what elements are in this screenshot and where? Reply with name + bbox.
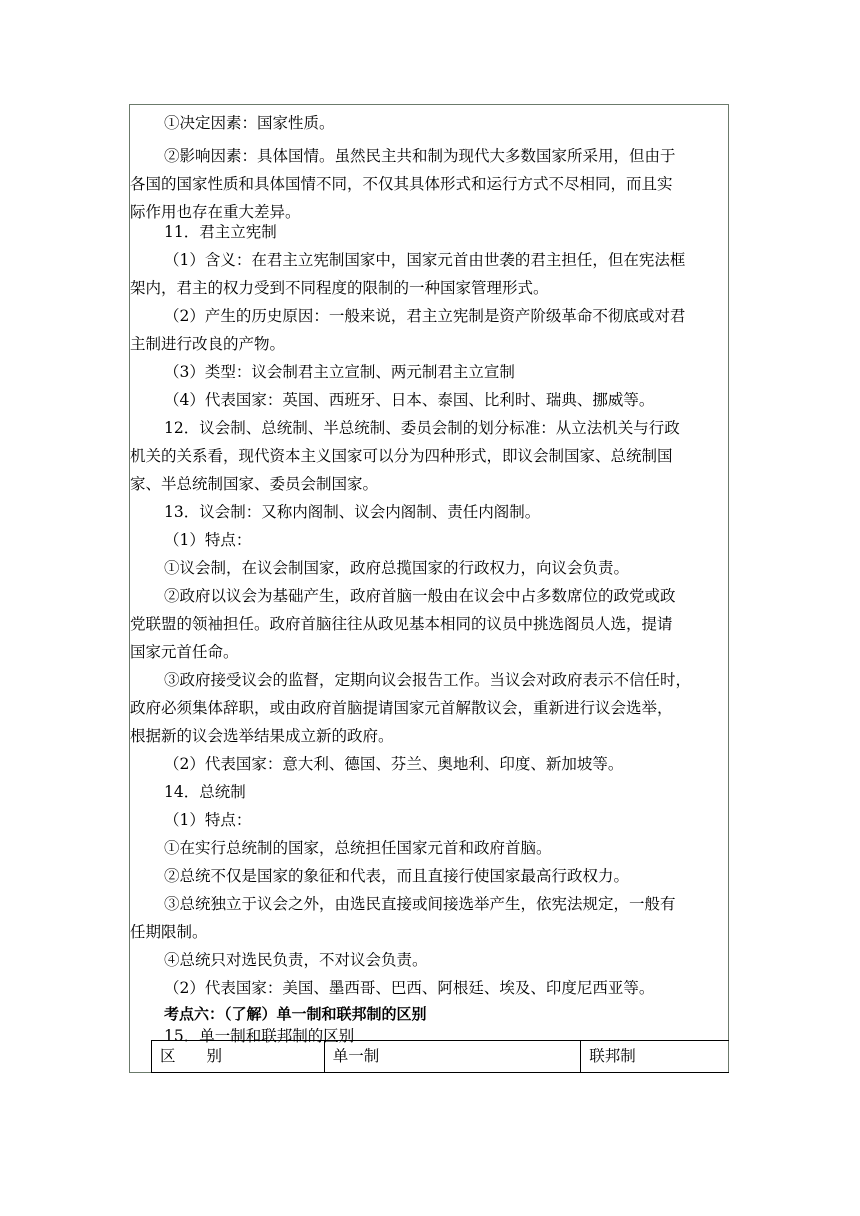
text-line: （3）类型：议会制君主立宣制、两元制君主立宣制 [164,363,515,381]
text-line: ③总统独立于议会之外，由选民直接或间接选举产生，依宪法规定，一般有 [164,895,676,913]
text-line: （1）特点： [164,531,252,549]
text-line: 架内，君主的权力受到不同程度的限制的一种国家管理形式。 [130,279,549,297]
text-line: （1）含义：在君主立宪制国家中，国家元首由世袭的君主担任，但在宪法框 [164,251,686,269]
text-line: 任期限制。 [130,923,208,941]
text-line: ①在实行总统制的国家，总统担任国家元首和政府首脑。 [164,839,552,857]
text-line: （2）产生的历史原因：一般来说，君主立宪制是资产阶级革命不彻底或对君 [164,307,686,325]
text-line: 机关的关系看，现代资本主义国家可以分为四种形式，即议会制国家、总统制国 [130,447,673,465]
text-line: ②影响因素：具体国情。虽然民主共和制为现代大多数国家所采用，但由于 [164,147,676,165]
table-header-cell: 区 别 [152,1041,325,1072]
section-heading: 12．议会制、总统制、半总统制、委员会制的划分标准：从立法机关与行政 [164,419,680,437]
text-line: （2）代表国家：意大利、德国、芬兰、奥地利、印度、新加坡等。 [164,755,624,773]
text-line: 际作用也存在重大差异。 [130,203,301,221]
text-line: ④总统只对选民负责，不对议会负责。 [164,951,428,969]
text-line: 国家元首任命。 [130,643,239,661]
comparison-table-header [151,1040,729,1073]
text-line: ②政府以议会为基础产生，政府首脑一般由在议会中占多数席位的政党或政 [164,587,676,605]
topic-heading: 考点六：（了解）单一制和联邦制的区别 [164,1005,427,1023]
text-line: 家、半总统制国家、委员会制国家。 [130,475,379,493]
table-header-cell: 联邦制 [589,1047,636,1065]
text-line: （2）代表国家：美国、墨西哥、巴西、阿根廷、埃及、印度尼西亚等。 [164,979,655,997]
text-line: 各国的国家性质和具体国情不同，不仅其具体形式和运行方式不尽相同，而且实 [130,175,673,193]
section-heading: 14．总统制 [164,783,246,801]
text-line: 主制进行改良的产物。 [130,335,286,353]
section-heading: 13．议会制：又称内阁制、议会内阁制、责任内阁制。 [164,503,541,521]
text-line: 政府必须集体辞职，或由政府首脑提请国家元首解散议会，重新进行议会选举， [130,699,673,717]
document-frame [129,104,729,1073]
text-line: ①议会制，在议会制国家，政府总揽国家的行政权力，向议会负责。 [164,559,630,577]
text-line: 党联盟的领袖担任。政府首脑往往从政见基本相同的议员中挑选阁员人选，提请 [130,615,673,633]
text-line: ②总统不仅是国家的象征和代表，而且直接行使国家最高行政权力。 [164,867,630,885]
text-line: 根据新的议会选举结果成立新的政府。 [130,727,394,745]
section-heading: 15．单一制和联邦制的区别 [164,1027,355,1045]
text-line: （4）代表国家：英国、西班牙、日本、泰国、比利时、瑞典、挪威等。 [164,391,655,409]
table-header-cell: 单一制 [325,1041,582,1072]
section-heading: 11．君主立宪制 [164,223,277,241]
text-line: ①决定因素：国家性质。 [164,114,335,132]
text-line: （1）特点： [164,811,252,829]
text-line: ③政府接受议会的监督，定期向议会报告工作。当议会对政府表示不信任时， [164,671,692,689]
